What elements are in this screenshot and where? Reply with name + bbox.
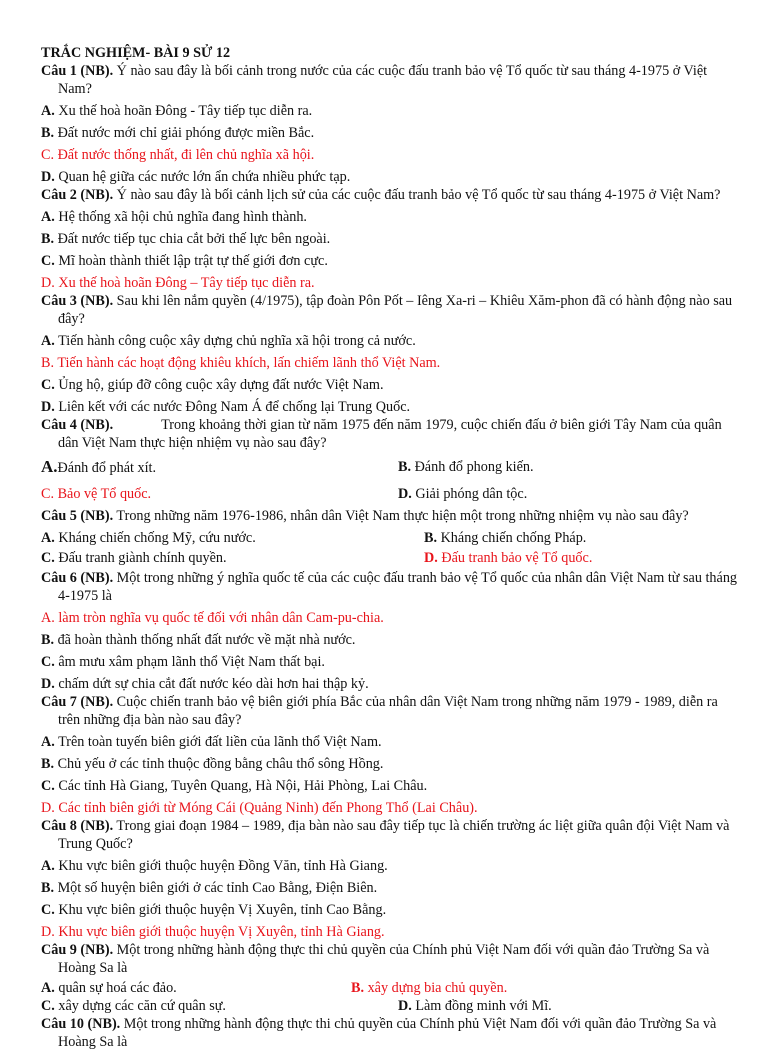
question-6-text: Một trong những ý nghĩa quốc tế của các cuộc đấu tranh bảo vệ Tổ quốc của nhân dân Việt Nam từ sau tháng 4-1975 là [58,570,738,604]
option-9a: A. quân sự hoá các đảo. [41,980,177,996]
question-9 [41,941,738,1015]
option-4b: B. Đánh đổ phong kiến. [398,459,534,475]
option-1d: D. Quan hệ giữa các nước lớn ẩn chứa nhiều phức tạp. [41,169,351,185]
option-6c: C. âm mưu xâm phạm lãnh thổ Việt Nam thất bại. [41,654,325,670]
question-1-text: Ý nào sau đây là bối cảnh trong nước của các cuộc đấu tranh bảo vệ Tổ quốc từ sau tháng 4-1975 ở Việt Nam? [58,63,708,97]
question-7 [41,693,738,817]
document-title: TRẮC NGHIỆM- BÀI 9 SỬ 12 [41,45,231,61]
option-4d: D. Giải phóng dân tộc. [398,486,528,502]
option-8b: B. Một số huyện biên giới ở các tỉnh Cao Bằng, Điện Biên. [41,880,378,896]
question-10 [41,1015,738,1051]
question-1-label: Câu 1 (NB). [41,63,114,79]
question-10-label: Câu 10 (NB). [41,1016,121,1032]
option-7b: B. Chủ yếu ở các tỉnh thuộc đồng bằng châu thổ sông Hồng. [41,756,384,772]
question-7-text: Cuộc chiến tranh bảo vệ biên giới phía Bắc của nhân dân Việt Nam trong những năm 1979 - 1989, diễn ra trên những địa bàn nào sau đây? [58,694,718,728]
option-6b: B. đã hoàn thành thống nhất đất nước về mặt nhà nước. [41,632,356,648]
question-4-label: Câu 4 (NB). [41,417,114,433]
question-2-label: Câu 2 (NB). [41,187,114,203]
option-4c-correct: C. Bảo vệ Tổ quốc. [41,486,152,502]
question-1 [41,62,738,186]
option-8a: A. Khu vực biên giới thuộc huyện Đồng Văn, tỉnh Hà Giang. [41,858,388,874]
question-2 [41,186,738,292]
option-8c: C. Khu vực biên giới thuộc huyện Vị Xuyên, tỉnh Cao Bằng. [41,902,387,918]
option-5c: C. Đấu tranh giành chính quyền. [41,550,227,566]
option-2c: C. Mĩ hoàn thành thiết lập trật tự thế giới đơn cực. [41,253,328,269]
option-5d-correct: D. Đấu tranh bảo vệ Tổ quốc. [424,550,593,566]
question-6 [41,569,738,693]
option-2a: A. Hệ thống xã hội chủ nghĩa đang hình thành. [41,209,307,225]
option-6d: D. chấm dứt sự chia cắt đất nước kéo dài hơn hai thập kỷ. [41,676,369,692]
option-3b-correct: B. Tiến hành các hoạt động khiêu khích, lấn chiếm lãnh thổ Việt Nam. [41,355,441,371]
option-5a: A. Kháng chiến chống Mỹ, cứu nước. [41,530,256,546]
question-4 [41,416,738,503]
question-9-text: Một trong những hành động thực thi chủ quyền của Chính phủ Việt Nam đối với quần đảo Trường Sa và Hoàng Sa là [58,942,710,976]
option-9d: D. Làm đồng minh với Mĩ. [398,998,552,1014]
option-8d-correct: D. Khu vực biên giới thuộc huyện Vị Xuyên, tỉnh Hà Giang. [41,924,385,940]
option-2b: B. Đất nước tiếp tục chia cắt bởi thế lực bên ngoài. [41,231,331,247]
option-5b: B. Kháng chiến chống Pháp. [424,530,587,546]
option-2d-correct: D. Xu thế hoà hoãn Đông – Tây tiếp tục diễn ra. [41,275,315,291]
question-3 [41,292,738,416]
option-9b-correct: B. xây dựng bia chủ quyền. [351,980,508,996]
question-2-text: Ý nào sau đây là bối cảnh lịch sử của các cuộc đấu tranh bảo vệ Tổ quốc từ sau tháng 4-1975 ở Việt Nam? [116,187,721,203]
question-6-label: Câu 6 (NB). [41,570,114,586]
option-7a: A. Trên toàn tuyến biên giới đất liền của lãnh thổ Việt Nam. [41,734,382,750]
question-8 [41,817,738,941]
question-8-text: Trong giai đoạn 1984 – 1989, địa bàn nào sau đây tiếp tục là chiến trường ác liệt giữa quân đội Việt Nam và Trung Quốc? [58,818,730,852]
option-7d-correct: D. Các tỉnh biên giới từ Móng Cái (Quảng Ninh) đến Phong Thổ (Lai Châu). [41,800,478,816]
option-7c: C. Các tỉnh Hà Giang, Tuyên Quang, Hà Nội, Hải Phòng, Lai Châu. [41,778,428,794]
option-3a: A. Tiến hành công cuộc xây dựng chủ nghĩa xã hội trong cả nước. [41,333,416,349]
question-9-label: Câu 9 (NB). [41,942,114,958]
question-8-label: Câu 8 (NB). [41,818,114,834]
option-1c-correct: C. Đất nước thống nhất, đi lên chủ nghĩa xã hội. [41,147,315,163]
option-4a: A.Đánh đổ phát xít. [41,457,157,476]
question-5 [41,507,738,567]
question-4-text: Trong khoảng thời gian từ năm 1975 đến năm 1979, cuộc chiến đấu ở biên giới Tây Nam của quân dân Việt Nam thực hiện nhiệm vụ nào sau đây? [58,417,722,451]
question-3-label: Câu 3 (NB). [41,293,114,309]
option-9c: C. xây dựng các căn cứ quân sự. [41,998,226,1014]
option-6a-correct: A. làm tròn nghĩa vụ quốc tế đối với nhân dân Cam-pu-chia. [41,610,384,626]
option-1a: A. Xu thế hoà hoãn Đông - Tây tiếp tục diễn ra. [41,103,313,119]
question-3-text: Sau khi lên nắm quyền (4/1975), tập đoàn Pôn Pốt – Iêng Xa-ri – Khiêu Xăm-phon đã có hành động nào sau đây? [58,293,733,327]
option-3c: C. Ủng hộ, giúp đỡ công cuộc xây dựng đất nước Việt Nam. [41,377,384,393]
question-5-text: Trong những năm 1976-1986, nhân dân Việt Nam thực hiện một trong những nhiệm vụ nào sau đây? [116,508,689,524]
question-7-label: Câu 7 (NB). [41,694,114,710]
option-3d: D. Liên kết với các nước Đông Nam Á để chống lại Trung Quốc. [41,399,411,415]
question-5-label: Câu 5 (NB). [41,508,114,524]
question-10-text: Một trong những hành động thực thi chủ quyền của Chính phủ Việt Nam đối với quần đảo Trường Sa và Hoàng Sa là [58,1016,717,1050]
option-1b: B. Đất nước mới chỉ giải phóng được miền Bắc. [41,125,315,141]
